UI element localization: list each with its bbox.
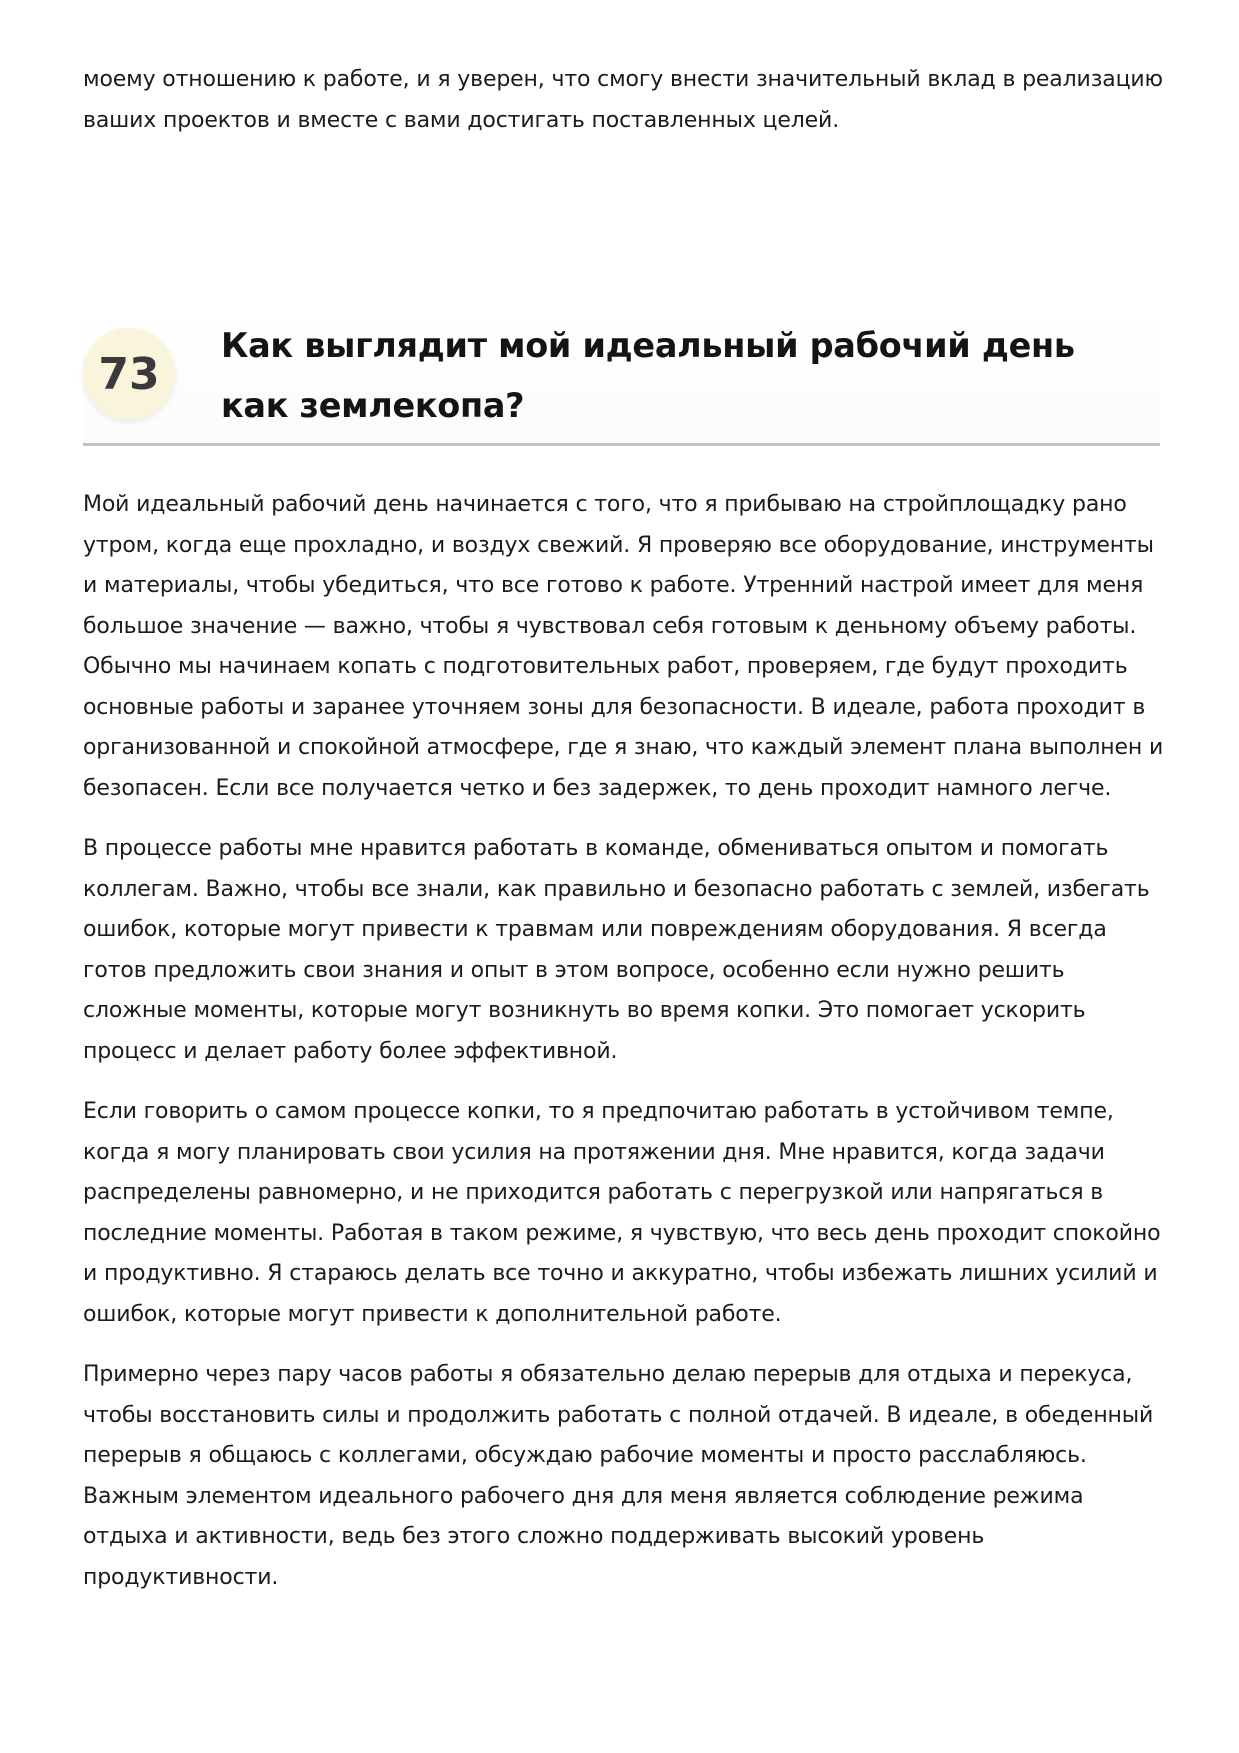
question-number-badge: 73 — [83, 328, 175, 420]
answer-paragraph-3: Если говорить о самом процессе копки, то я предпочитаю работать в устойчивом темпе, когда я могу планировать свои усилия на протяжении дня. Мне нравится, когда задачи распределены равномерно, и не приходится работать с перегрузкой или напрягаться в последние моменты. Работая в таком режиме, я чувствую, что весь день проходит спокойно и продуктивно. Я стараюсь делать все точно и аккуратно, чтобы избежать лишних усилий и ошибок, которые могут привести к дополнительной работе. — [83, 1099, 1161, 1327]
question-title: Как выглядит мой идеальный рабочий день как землекопа? — [221, 326, 1075, 425]
question-header — [83, 313, 1160, 446]
answer-paragraph-2: В процессе работы мне нравится работать в команде, обмениваться опытом и помогать коллегам. Важно, чтобы все знали, как правильно и безопасно работать с землей, избегать ошибок, которые могут привести к травмам или повреждениям оборудования. Я всегда готов предложить свои знания и опыт в этом вопросе, особенно если нужно решить сложные моменты, которые могут возникнуть во время копки. Это помогает ускорить процесс и делает работу более эффективной. — [83, 836, 1150, 1064]
answer-paragraph-1: Мой идеальный рабочий день начинается с того, что я прибываю на стройплощадку рано утром, когда еще прохладно, и воздух свежий. Я проверяю все оборудование, инструменты и материалы, чтобы убедиться, что все готово к работе. Утренний настрой имеет для меня большое значение — важно, чтобы я чувствовал себя готовым к деньному объему работы. Обычно мы начинаем копать с подготовительных работ, проверяем, где будут проходить основные работы и заранее уточняем зоны для безопасности. В идеале, работа проходит в организованной и спокойной атмосфере, где я знаю, что каждый элемент плана выполнен и безопасен. Если все получается четко и без задержек, то день проходит намного легче. — [83, 492, 1164, 801]
intro-paragraph: моему отношению к работе, и я уверен, что смогу внести значительный вклад в реализацию ваших проектов и вместе с вами достигать поставленных целей. — [83, 67, 1163, 133]
answer-paragraph-4: Примерно через пару часов работы я обязательно делаю перерыв для отдыха и перекуса, чтобы восстановить силы и продолжить работать с полной отдачей. В идеале, в обеденный перерыв я общаюсь с коллегами, обсуждаю рабочие моменты и просто расслабляюсь. Важным элементом идеального рабочего дня для меня является соблюдение режима отдыха и активности, ведь без этого сложно поддерживать высокий уровень продуктивности. — [83, 1362, 1154, 1590]
answer-body — [83, 485, 1173, 1618]
